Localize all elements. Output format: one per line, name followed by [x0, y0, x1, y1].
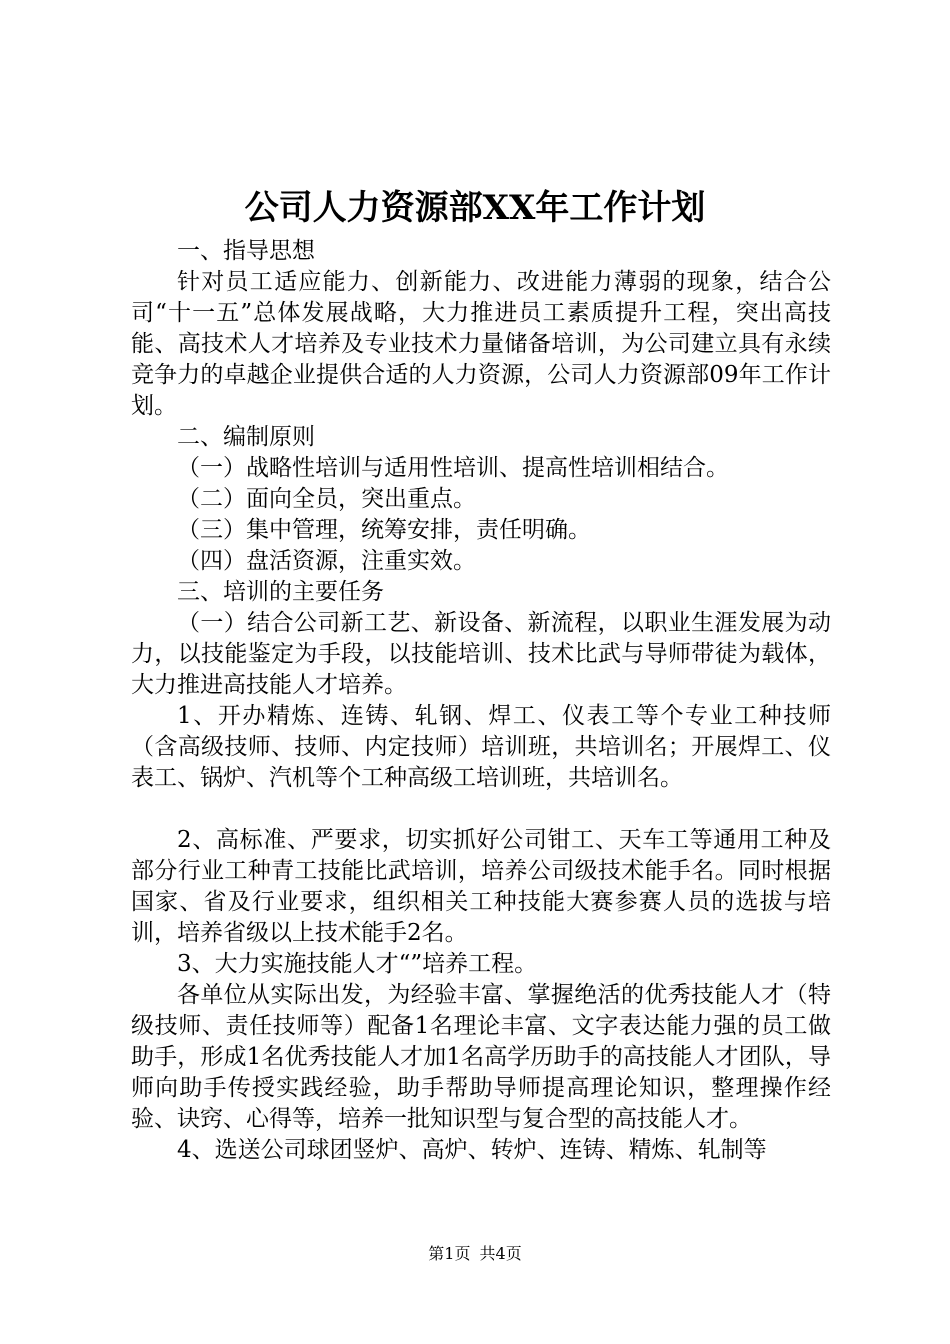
- document-title: 公司人力资源部XX年工作计划: [244, 188, 706, 228]
- page-footer: [0, 1244, 950, 1264]
- principle-item-3: （三）集中管理，统筹安排，责任明确。: [177, 517, 591, 543]
- paragraph-guiding-ideology: 针对员工适应能力、创新能力、改进能力薄弱的现象，结合公司“十一五”总体发展战略，大力推进员工素质提升工程，突出高技能、高技术人才培养及专业技术力量储备培训，为公司建立具有永续竞争力的卓越企业提供合适的人力资源，公司人力资源部09年工作计划。: [131, 269, 831, 419]
- principle-item-2: （二）面向全员，突出重点。: [177, 486, 476, 512]
- document-body: [131, 236, 831, 1166]
- section-heading-principles: 二、编制原则: [177, 424, 315, 450]
- section-heading-guiding-ideology: 一、指导思想: [177, 238, 315, 264]
- principle-item-1: （一）战略性培训与适用性培训、提高性培训相结合。: [177, 455, 729, 481]
- task-item-1: 1、开办精炼、连铸、轧钢、焊工、仪表工等个专业工种技师（含高级技师、技师、内定技师）培训班，共培训名；开展焊工、仪表工、锅炉、汽机等个工种高级工培训班，共培训名。: [131, 703, 831, 791]
- task-item-2: 2、高标准、严要求，切实抓好公司钳工、天车工等通用工种及部分行业工种青工技能比武培训，培养公司级技术能手名。同时根据国家、省及行业要求，组织相关工种技能大赛参赛人员的选拔与培训，培养省级以上技术能手2名。: [131, 827, 831, 946]
- principle-item-4: （四）盘活资源，注重实效。: [177, 548, 476, 574]
- page-number: 第1页: [428, 1244, 471, 1263]
- task-item-3: 3、大力实施技能人才“”培养工程。: [177, 951, 538, 977]
- section-heading-main-tasks: 三、培训的主要任务: [177, 579, 384, 605]
- task-intro-paragraph: （一）结合公司新工艺、新设备、新流程，以职业生涯发展为动力，以技能鉴定为手段，以技能培训、技术比武与导师带徒为载体，大力推进高技能人才培养。: [131, 610, 831, 698]
- task-item-3-detail: 各单位从实际出发，为经验丰富、掌握绝活的优秀技能人才（特级技师、责任技师等）配备1名理论丰富、文字表达能力强的员工做助手，形成1名优秀技能人才加1名高学历助手的高技能人才团队，导师向助手传授实践经验，助手帮助导师提高理论知识，整理操作经验、诀窍、心得等，培养一批知识型与复合型的高技能人才。: [131, 982, 831, 1132]
- page-total: 共4页: [479, 1244, 522, 1263]
- task-item-4: 4、选送公司球团竖炉、高炉、转炉、连铸、精炼、轧制等: [177, 1137, 767, 1163]
